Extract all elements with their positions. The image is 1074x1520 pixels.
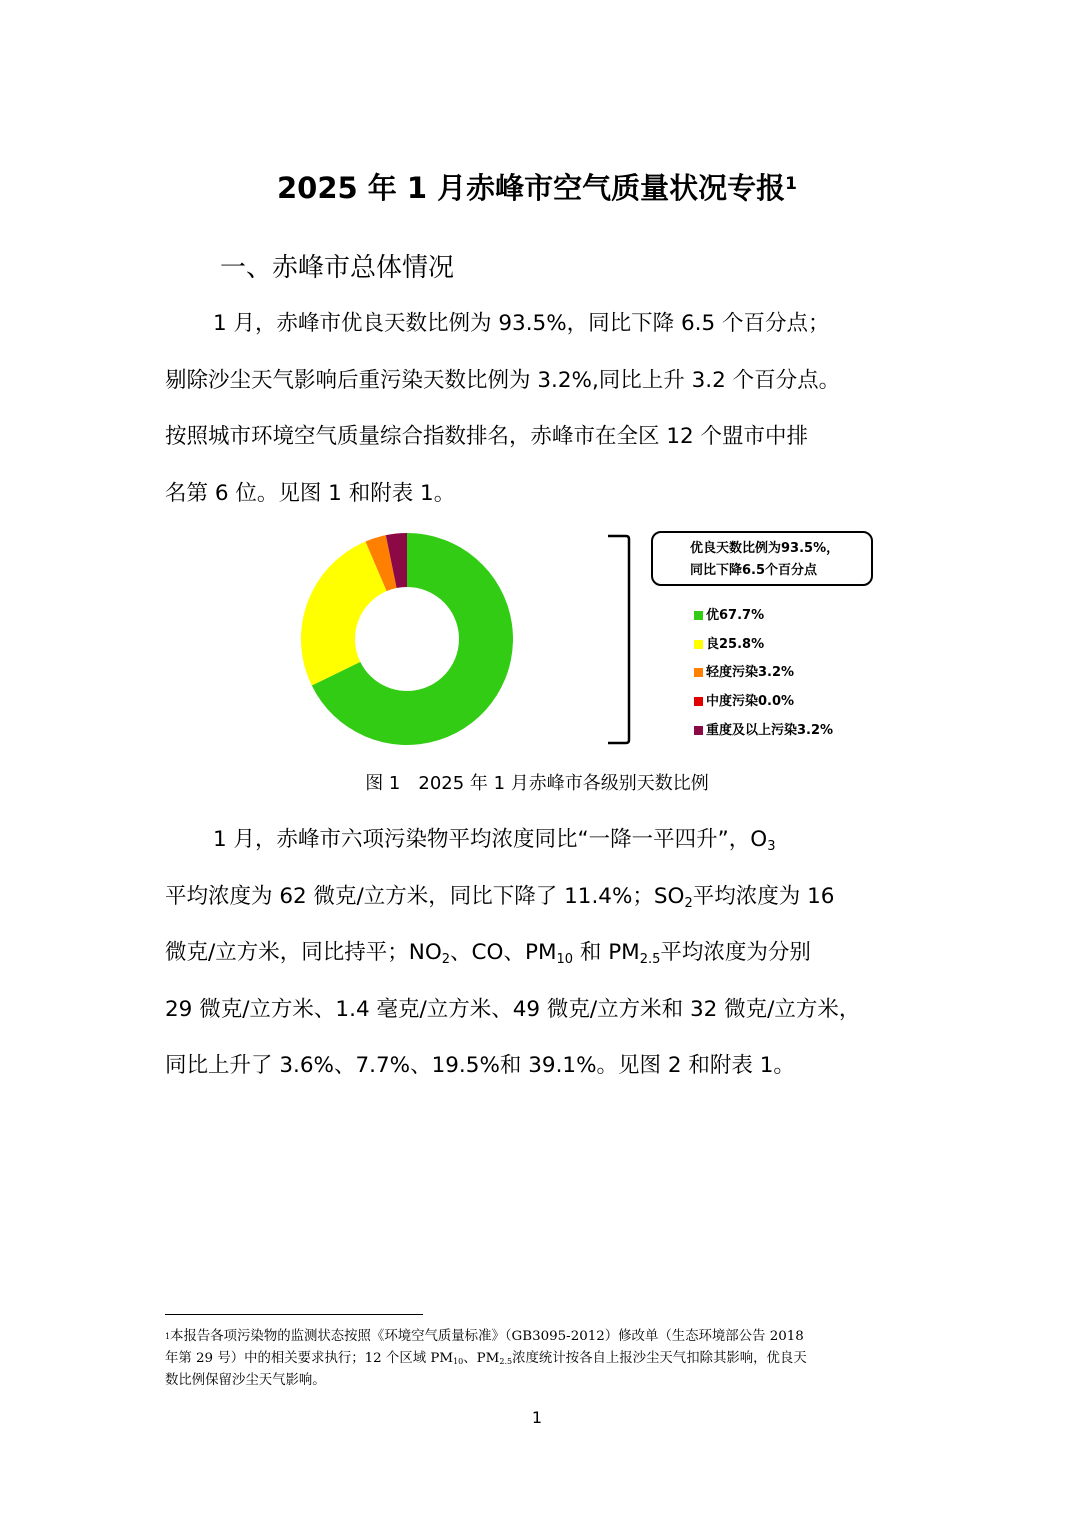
legend-item-good <box>694 631 833 660</box>
paragraph-line <box>165 925 925 982</box>
text-run: 平均浓度为分别 <box>660 940 811 965</box>
paragraph-pollutants <box>165 812 925 1095</box>
document-title <box>0 168 1074 208</box>
footnote-line: 数比例保留沙尘天气影响。 <box>165 1373 326 1388</box>
subscript: 2.5 <box>639 952 661 967</box>
subscript: 2.5 <box>499 1357 513 1366</box>
subscript: 10 <box>556 952 574 967</box>
chart-legend <box>694 602 833 745</box>
paragraph-overall <box>165 296 925 522</box>
title-footnote-mark[interactable]: 1 <box>785 174 798 194</box>
text-run: 、CO、PM <box>450 940 557 965</box>
paragraph-line: 1 月，赤峰市优良天数比例为 93.5%，同比下降 6.5 个百分点； <box>213 311 830 336</box>
legend-item-heavy-pollution <box>694 717 833 746</box>
paragraph-line <box>165 812 925 869</box>
footnote-mark: 1 <box>165 1332 171 1341</box>
slice-good <box>301 541 387 685</box>
subscript: 2 <box>684 895 693 911</box>
legend-swatch <box>694 726 703 735</box>
text-run: 和 PM <box>573 940 640 965</box>
figure1-callout <box>651 531 873 586</box>
text-run: 1 月，赤峰市六项污染物平均浓度同比“一降一平四升”，O <box>213 827 768 852</box>
paragraph-line: 同比上升了 3.6%、7.7%、19.5%和 39.1%。见图 2 和附表 1。 <box>165 1053 795 1078</box>
text-run: 平均浓度为 16 <box>692 883 835 909</box>
text-run: 本报告各项污染物的监测状态按照《环境空气质量标准》（GB3095-2012）修改单（生态环境部公告 2018 <box>170 1329 804 1344</box>
text-run: 、PM <box>463 1351 500 1366</box>
legend-item-excellent <box>694 602 833 631</box>
footnote-separator <box>165 1314 423 1315</box>
legend-label: 良25.8% <box>706 636 765 652</box>
paragraph-line: 剔除沙尘天气影响后重污染天数比例为 3.2%,同比上升 3.2 个百分点。 <box>165 367 841 393</box>
legend-item-light-pollution <box>694 659 833 688</box>
paragraph-line: 按照城市环境空气质量综合指数排名，赤峰市在全区 12 个盟市中排 <box>165 424 809 449</box>
text-run: 微克/立方米，同比持平；NO <box>165 940 442 965</box>
subscript: 10 <box>453 1357 464 1366</box>
legend-label: 优67.7% <box>706 608 765 623</box>
title-text: 2025 年 1 月赤峰市空气质量状况专报 <box>276 171 786 205</box>
text-run: 浓度统计按各自上报沙尘天气扣除其影响，优良天 <box>512 1351 807 1366</box>
page-number: 1 <box>531 1408 543 1427</box>
paragraph-line <box>165 869 925 926</box>
callout-line: 优良天数比例为93.5%， <box>690 541 840 556</box>
figure1-caption <box>0 770 1074 798</box>
legend-swatch <box>694 668 703 677</box>
subscript: 3 <box>767 839 776 854</box>
footnote-line <box>165 1348 913 1370</box>
legend-label: 轻度污染3.2% <box>706 665 795 681</box>
legend-bracket <box>608 536 629 743</box>
callout-line: 同比下降6.5个百分点 <box>690 563 818 578</box>
footnote-line <box>165 1326 913 1348</box>
legend-swatch <box>694 611 703 620</box>
paragraph-line: 29 微克/立方米、1.4 毫克/立方米、49 微克/立方米和 32 微克/立方米， <box>165 996 861 1022</box>
legend-label: 中度污染0.0% <box>706 694 795 710</box>
legend-label: 重度及以上污染3.2% <box>706 722 834 738</box>
legend-swatch <box>694 640 703 649</box>
paragraph-line: 名第 6 位。见图 1 和附表 1。 <box>165 480 456 506</box>
section-heading: 一、赤峰市总体情况 <box>220 253 455 283</box>
legend-swatch <box>694 697 703 706</box>
legend-item-moderate-pollution <box>694 688 833 717</box>
text-run: 年第 29 号）中的相关要求执行；12 个区域 PM <box>165 1351 454 1366</box>
subscript: 2 <box>441 952 451 967</box>
caption-text: 2025 年 1 月赤峰市各级别天数比例 <box>418 773 709 794</box>
caption-label: 图 1 <box>365 773 401 794</box>
text-run: 平均浓度为 62 微克/立方米，同比下降了 11.4%；SO <box>165 883 685 909</box>
footnote <box>165 1326 913 1392</box>
